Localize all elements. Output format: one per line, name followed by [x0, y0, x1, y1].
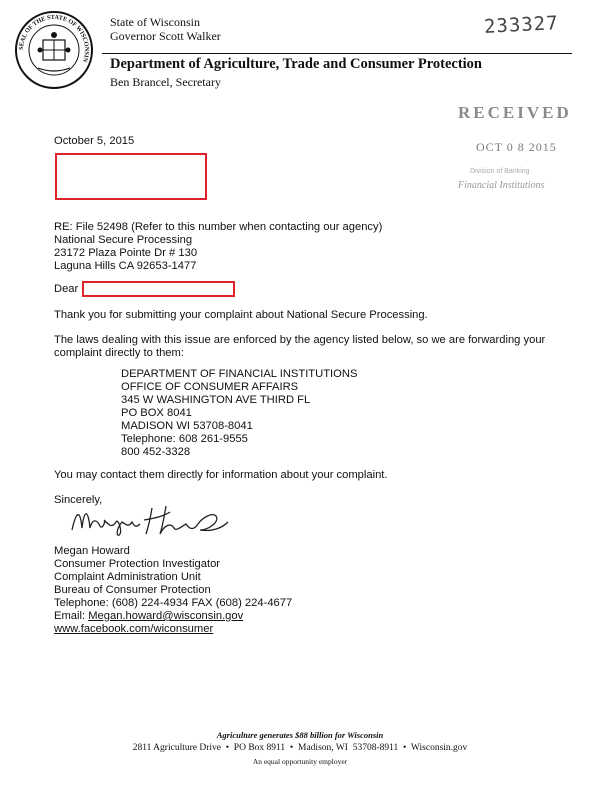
agency-line: DEPARTMENT OF FINANCIAL INSTITUTIONS: [121, 368, 358, 380]
re-address-line: Laguna Hills CA 92653-1477: [54, 260, 197, 272]
seal-text: SEAL OF THE STATE OF WISCONSIN: [17, 13, 91, 63]
salutation: Dear: [54, 283, 79, 295]
header-secretary: Ben Brancel, Secretary: [110, 75, 221, 89]
agency-line: Telephone: 608 261-9555: [121, 433, 248, 445]
email-label: Email:: [54, 610, 89, 622]
agency-line: MADISON WI 53708-8041: [121, 420, 253, 432]
letter-date: October 5, 2015: [54, 135, 135, 147]
footer-address: 2811 Agriculture Drive • PO Box 8911 • Madison, WI 53708-8911 • Wisconsin.gov: [132, 743, 468, 753]
signatory-email-row: [54, 610, 243, 623]
received-stamp-line2: Financial Institutions: [458, 180, 545, 191]
header-state: State of Wisconsin: [110, 15, 200, 29]
paragraph-thanks: Thank you for submitting your complaint about National Secure Processing.: [54, 309, 428, 321]
redacted-recipient-address: [55, 153, 207, 200]
footer-tagline: Agriculture generates $88 billion for Wisconsin: [216, 730, 384, 740]
redacted-recipient-name: [82, 281, 235, 297]
re-address-line: 23172 Plaza Pointe Dr # 130: [54, 247, 198, 259]
signatory-unit: Complaint Administration Unit: [54, 571, 201, 583]
facebook-link[interactable]: www.facebook.com/wiconsumer: [54, 623, 214, 635]
signatory-phone: Telephone: (608) 224-4934 FAX (608) 224-4677: [54, 597, 293, 609]
received-stamp: RECEIVED: [458, 103, 572, 122]
re-line: RE: File 52498 (Refer to this number when contacting our agency): [54, 221, 383, 233]
agency-line: 345 W WASHINGTON AVE THIRD FL: [121, 394, 311, 406]
handwritten-signature: [66, 500, 236, 540]
state-seal-logo: [14, 10, 94, 90]
paragraph-contact: You may contact them directly for information about your complaint.: [54, 469, 388, 481]
header-department: Department of Agriculture, Trade and Consumer Protection: [110, 56, 482, 72]
footer-eoe: An equal opportunity employer: [252, 757, 348, 766]
header-governor: Governor Scott Walker: [110, 29, 221, 43]
signatory-bureau: Bureau of Consumer Protection: [54, 584, 211, 596]
agency-line: PO BOX 8041: [121, 407, 192, 419]
paragraph-forwarding: The laws dealing with this issue are enforced by the agency listed below, so we are forwarding your: [54, 334, 546, 346]
agency-line: OFFICE OF CONSUMER AFFAIRS: [121, 381, 299, 393]
handwritten-file-number: 233327: [483, 12, 560, 38]
header-rule: [102, 53, 572, 54]
signatory-title: Consumer Protection Investigator: [54, 558, 221, 570]
received-stamp-line1: Division of Banking: [470, 168, 530, 175]
signatory-name: Megan Howard: [54, 545, 130, 557]
closing: Sincerely,: [54, 494, 103, 506]
paragraph-forwarding-cont: complaint directly to them:: [54, 347, 184, 359]
agency-line: 800 452-3328: [121, 446, 191, 458]
received-stamp-date: OCT 0 8 2015: [476, 140, 557, 154]
re-address-line: National Secure Processing: [54, 234, 193, 246]
email-link[interactable]: Megan.howard@wisconsin.gov: [88, 610, 244, 622]
